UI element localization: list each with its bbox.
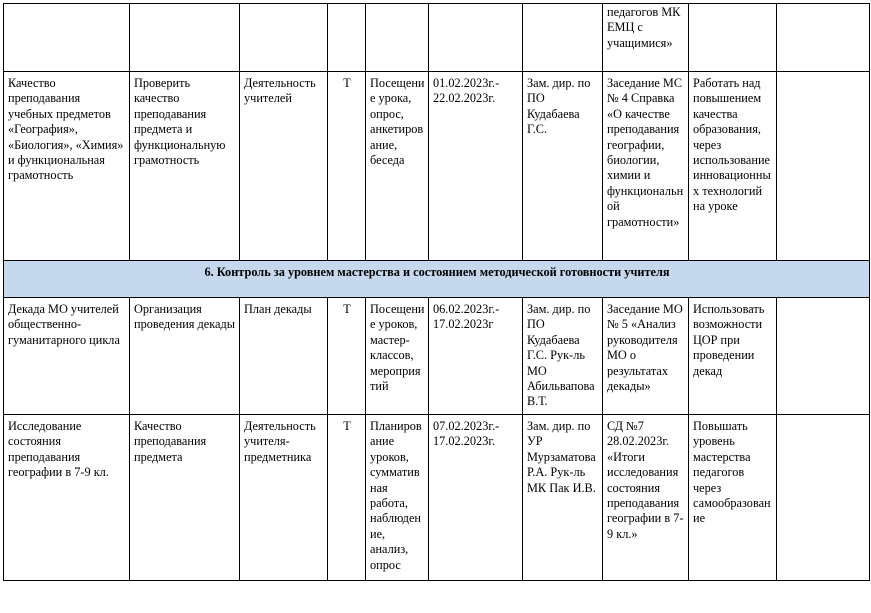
cell-extra xyxy=(777,4,870,72)
cell-method: Планирование уроков, суммативная работа, наблюдение, анализ, опрос xyxy=(366,415,429,581)
control-plan-table xyxy=(3,3,870,581)
cell-goal xyxy=(130,4,240,72)
cell-decision: Работать над повышением качества образования, через использование инновационных технологий на уроке xyxy=(689,72,777,261)
cell-object: Деятельность учителя-предметника xyxy=(240,415,328,581)
cell-decision: Повышать уровень мастерства педагогов через самообразование xyxy=(689,415,777,581)
cell-review: СД №7 28.02.2023г. «Итоги исследования состояния преподавания географии в 7-9 кл.» xyxy=(603,415,689,581)
cell-decision: Использовать возможности ЦОР при проведении декад xyxy=(689,298,777,415)
cell-review-text: педагогов МК ЕМЦ с учащимися» xyxy=(607,5,681,50)
section-title: 6. Контроль за уровнем мастерства и состоянием методической готовности учителя xyxy=(4,261,870,298)
cell-goal: Качество преподавания предмета xyxy=(130,415,240,581)
cell-review xyxy=(603,4,689,72)
cell-type: Т xyxy=(328,298,366,415)
cell-method: Посещение уроков, мастер-классов, мероприятий xyxy=(366,298,429,415)
cell-type: Т xyxy=(328,72,366,261)
cell-topic: Исследование состояния преподавания географии в 7-9 кл. xyxy=(4,415,130,581)
cell-dates: 07.02.2023г.- 17.02.2023г. xyxy=(429,415,523,581)
cell-topic: Качество преподавания учебных предметов «География», «Биология», «Химия» и функциональная грамотность xyxy=(4,72,130,261)
cell-extra xyxy=(777,72,870,261)
cell-object xyxy=(240,4,328,72)
cell-responsible: Зам. дир. по УР Мурзаматова Р.А. Рук-ль МК Пак И.В. xyxy=(523,415,603,581)
table-row xyxy=(4,415,870,581)
cell-object: Деятельность учителей xyxy=(240,72,328,261)
table-row xyxy=(4,298,870,415)
cell-goal: Проверить качество преподавания предмета и функциональную грамотность xyxy=(130,72,240,261)
cell-type: Т xyxy=(328,415,366,581)
cell-method xyxy=(366,4,429,72)
cell-responsible: Зам. дир. по ПО Кудабаева Г.С. Рук-ль МО Абильвапова В.Т. xyxy=(523,298,603,415)
cell-object: План декады xyxy=(240,298,328,415)
cell-method: Посещение урока, опрос, анкетирование, беседа xyxy=(366,72,429,261)
cell-extra xyxy=(777,298,870,415)
cell-review: Заседание МС № 4 Справка «О качестве преподавания географии, биологии, химии и функциональной грамотности» xyxy=(603,72,689,261)
table-row xyxy=(4,4,870,72)
cell-dates: 06.02.2023г.- 17.02.2023г xyxy=(429,298,523,415)
table-row xyxy=(4,72,870,261)
cell-responsible: Зам. дир. по ПО Кудабаева Г.С. xyxy=(523,72,603,261)
cell-topic xyxy=(4,4,130,72)
cell-dates: 01.02.2023г.- 22.02.2023г. xyxy=(429,72,523,261)
cell-dates xyxy=(429,4,523,72)
cell-responsible xyxy=(523,4,603,72)
cell-review: Заседание МО № 5 «Анализ руководителя МО о результатах декады» xyxy=(603,298,689,415)
section-row xyxy=(4,261,870,298)
cell-goal: Организация проведения декады xyxy=(130,298,240,415)
cell-type xyxy=(328,4,366,72)
cell-extra xyxy=(777,415,870,581)
cell-topic: Декада МО учителей общественно-гуманитарного цикла xyxy=(4,298,130,415)
cell-decision xyxy=(689,4,777,72)
